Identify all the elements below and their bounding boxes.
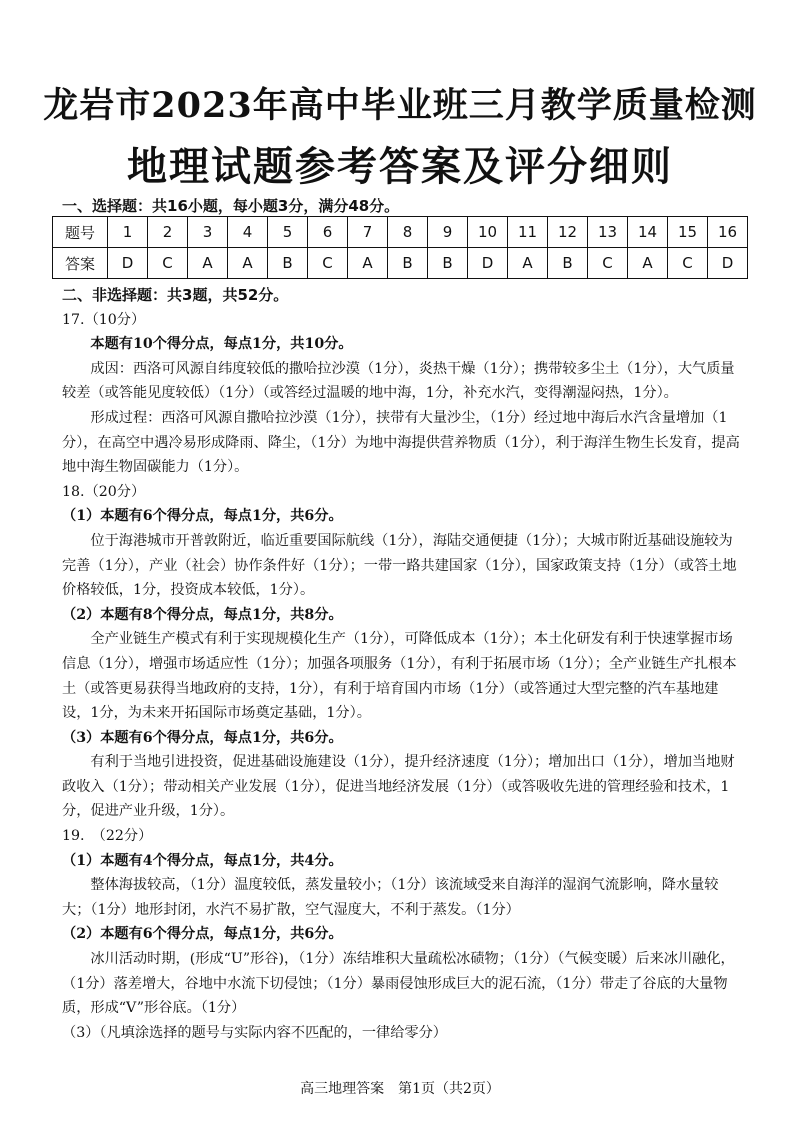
question-number: 15 [668, 217, 708, 248]
q18-2-answer: 全产业链生产模式有利于实现规模化生产（1分），可降低成本（1分）；本土化研发有利于快速掌握市场信息（1分），增强市场适应性（1分）；加强各项服务（1分），有利于拓展市场（1分）；全产业链生产扎根本土（或答更易获得当地政府的支持，1分），有利于培育国内市场（1分）（或答通过大型完整的汽车基地建设，1分，为未来开拓国际市场奠定基础，1分）。 [62, 631, 737, 722]
q17-heading: 17.（10分） [62, 311, 146, 328]
question-number: 8 [388, 217, 428, 248]
answer-cell: D [468, 248, 508, 279]
row-header-number: 题号 [53, 217, 108, 248]
answer-cell: A [228, 248, 268, 279]
question-number: 7 [348, 217, 388, 248]
question-number: 16 [708, 217, 748, 248]
answer-cell: A [188, 248, 228, 279]
answer-body [62, 283, 742, 1045]
question-number: 9 [428, 217, 468, 248]
answer-row [53, 248, 748, 279]
answer-cell: A [628, 248, 668, 279]
answer-cell: C [308, 248, 348, 279]
q19-1-scoring-note: （1）本题有4个得分点，每点1分，共4分。 [62, 852, 343, 869]
question-number: 10 [468, 217, 508, 248]
document-subtitle: 地理试题参考答案及评分细则 [127, 143, 673, 190]
answer-cell: A [508, 248, 548, 279]
q18-heading: 18.（20分） [62, 483, 146, 500]
q19-1-answer: 整体海拔较高，（1分）温度较低，蒸发量较小；（1分）该流域受来自海洋的湿润气流影响，降水量较大；（1分）地形封闭，水汽不易扩散，空气湿度大，不利于蒸发。（1分） [62, 877, 719, 918]
section-nonchoice-heading: 二、非选择题：共3题，共52分。 [62, 286, 289, 304]
q18-1-scoring-note: （1）本题有6个得分点，每点1分，共6分。 [62, 508, 343, 525]
answer-cell: B [428, 248, 468, 279]
answer-cell: C [588, 248, 628, 279]
page-footer: 高三地理答案 第1页（共2页） [300, 1081, 500, 1097]
question-number: 11 [508, 217, 548, 248]
section-choice-heading: 一、选择题：共16小题，每小题3分，满分48分。 [62, 197, 400, 215]
question-number: 1 [108, 217, 148, 248]
answer-table [52, 216, 748, 279]
answer-cell: B [548, 248, 588, 279]
q17-paragraph-cause: 成因：西洛可风源自纬度较低的撒哈拉沙漠（1分），炎热干燥（1分）；携带较多尘土（1分），大气质量较差（或答能见度较低）（1分）（或答经过温暖的地中海，1分，补充水汽，变得潮湿闷热，1分）。 [62, 360, 735, 402]
q17-scoring-note: 本题有10个得分点，每点1分，共10分。 [90, 336, 353, 353]
q18-3-scoring-note: （3）本题有6个得分点，每点1分，共6分。 [62, 729, 343, 746]
question-number-row [53, 217, 748, 248]
document-title: 龙岩市2023年高中毕业班三月教学质量检测 [43, 85, 757, 126]
q19-2-scoring-note: （2）本题有6个得分点，每点1分，共6分。 [62, 926, 343, 943]
q19-2-answer: 冰川活动时期，(形成“U”形谷)，（1分）冻结堆积大量疏松冰碛物；（1分）（气候变暖）后来冰川融化，（1分）落差增大，谷地中水流下切侵蚀；（1分）暴雨侵蚀形成巨大的泥石流，（1分）带走了谷底的大量物质，形成“V”形谷底。（1分） [62, 951, 735, 1017]
q19-3-scoring-note: （3）（凡填涂选择的题号与实际内容不匹配的，一律给零分） [62, 1024, 447, 1041]
answer-cell: A [348, 248, 388, 279]
q18-3-answer: 有利于当地引进投资，促进基础设施建设（1分），提升经济速度（1分）；增加出口（1分），增加当地财政收入（1分）；带动相关产业发展（1分），促进当地经济发展（1分）（或答吸收先进的管理经验和技术，1分，促进产业升级，1分）。 [62, 754, 735, 820]
answer-cell: C [668, 248, 708, 279]
q18-1-answer: 位于海港城市开普敦附近，临近重要国际航线（1分），海陆交通便捷（1分）；大城市附近基础设施较为完善（1分），产业（社会）协作条件好（1分）；一带一路共建国家（1分），国家政策支持（1分）（或答土地价格较低，1分，投资成本较低，1分）。 [62, 532, 737, 599]
question-number: 13 [588, 217, 628, 248]
answer-cell: B [388, 248, 428, 279]
question-number: 2 [148, 217, 188, 248]
answer-cell: D [108, 248, 148, 279]
question-number: 5 [268, 217, 308, 248]
q19-heading: 19. （22分） [62, 828, 153, 845]
answer-cell: B [268, 248, 308, 279]
answer-cell: D [708, 248, 748, 279]
question-number: 14 [628, 217, 668, 248]
answer-cell: C [148, 248, 188, 279]
question-number: 3 [188, 217, 228, 248]
question-number: 4 [228, 217, 268, 248]
q17-paragraph-process: 形成过程：西洛可风源自撒哈拉沙漠（1分），挟带有大量沙尘，（1分）经过地中海后水汽含量增加（1分），在高空中遇冷易形成降雨、降尘，（1分）为地中海提供营养物质（1分），利于海洋生物生长发育，提高地中海生物固碳能力（1分）。 [62, 409, 740, 476]
question-number: 12 [548, 217, 588, 248]
row-header-answer: 答案 [53, 248, 108, 279]
question-number: 6 [308, 217, 348, 248]
q18-2-scoring-note: （2）本题有8个得分点，每点1分，共8分。 [62, 606, 343, 623]
